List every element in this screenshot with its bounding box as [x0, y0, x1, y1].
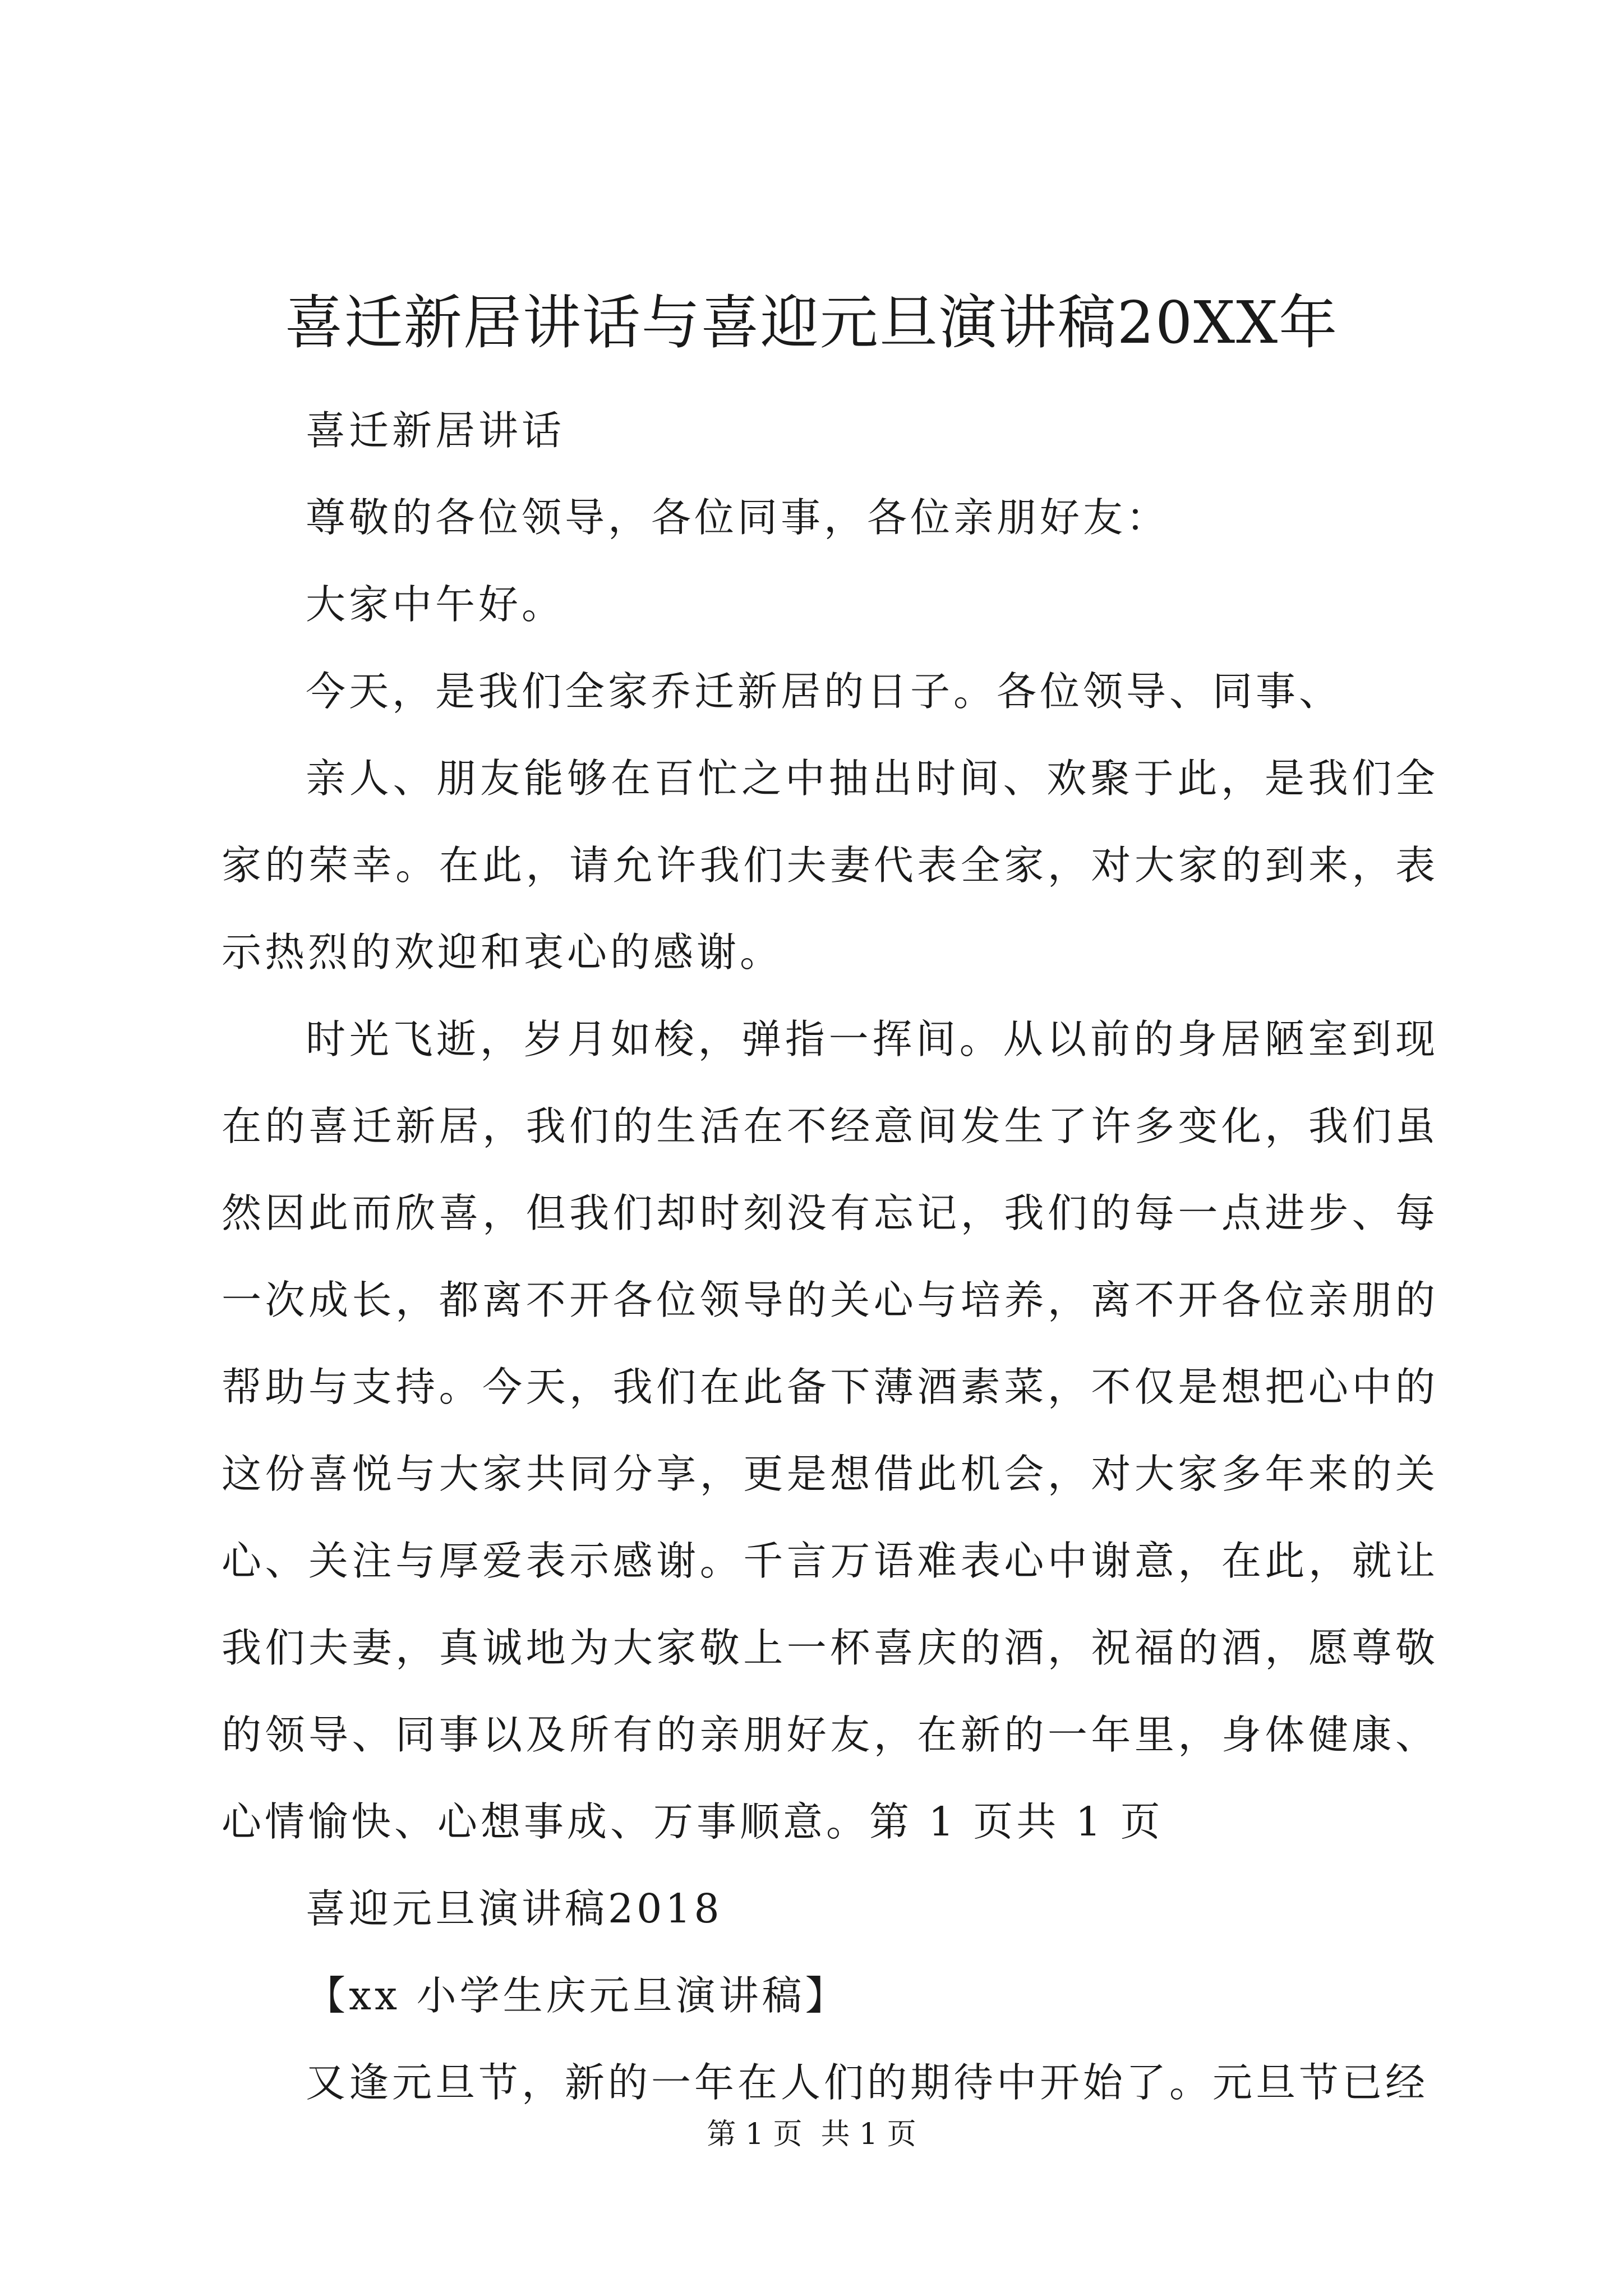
salutation: 尊敬的各位领导，各位同事，各位亲朋好友： [306, 494, 1170, 541]
paragraph-new-year-opening: 又逢元旦节，新的一年在人们的期待中开始了。元旦节已经 [306, 2059, 1429, 2106]
page-number-footer: 第 1 页 共 1 页 [707, 2118, 916, 2151]
paragraph-intro: 今天，是我们全家乔迁新居的日子。各位领导、同事、 [306, 668, 1343, 715]
paragraph-thanks: 时光飞逝，岁月如梭，弹指一挥间。从以前的身居陋室到现在的喜迁新居，我们的生活在不经意间发生了许多变化，我们虽然因此而欣喜，但我们却时刻没有忘记，我们的每一点进步、每一次成长，都离不开各位领导的关心与培养，离不开各位亲朋的帮助与支持。今天，我们在此备下薄酒素菜，不仅是想把心中的这份喜悦与大家共同分享，更是想借此机会，对大家多年来的关心、关注与厚爱表示感谢。千言万语难表心中谢意，在此，就让我们夫妻，真诚地为大家敬上一杯喜庆的酒，祝福的酒，愿尊敬的领导、同事以及所有的亲朋好友，在新的一年里，身体健康、心情愉快、心想事成、万事顺意。第 1 页共 1 页 [222, 1016, 1438, 1845]
section-heading-housewarming: 喜迁新居讲话 [306, 407, 565, 454]
greeting: 大家中午好。 [306, 581, 565, 628]
section-heading-new-year: 喜迎元旦演讲稿2018 [306, 1885, 723, 1932]
document-title: 喜迁新居讲话与喜迎元旦演讲稿20XX年 [284, 288, 1339, 357]
document-body [222, 387, 1438, 2126]
paragraph-welcome: 亲人、朋友能够在百忙之中抽出时间、欢聚于此，是我们全家的荣幸。在此，请允许我们夫妻代表全家，对大家的到来，表示热烈的欢迎和衷心的感谢。 [222, 755, 1438, 976]
subheading-student-speech: 【xx 小学生庆元旦演讲稿】 [306, 1972, 849, 2019]
